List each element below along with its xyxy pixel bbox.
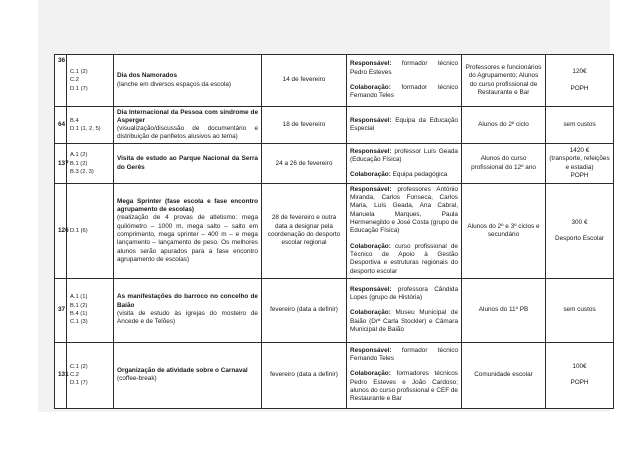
activity-description: (coffee-break) xyxy=(117,375,157,383)
responsible-label: Responsável: xyxy=(350,185,392,193)
cost-line: 300 € xyxy=(571,218,588,226)
activity-title: Dia Internacional da Pessoa com síndrome de Asperger xyxy=(117,108,258,124)
responsible-text: Equipa da Educação Especial xyxy=(350,116,458,133)
collaboration-text: curso profissional de Técnico de Apoio à Gestão Desportiva e estruturas regionais do desporto escolar xyxy=(350,242,458,275)
activity-cell xyxy=(114,342,262,408)
objective-code: B.4 (1) xyxy=(70,311,88,318)
table-row xyxy=(55,144,614,184)
target-audience: Alunos do 2º ciclo xyxy=(462,107,546,144)
objective-codes xyxy=(67,107,114,144)
cost-line: 1420 € xyxy=(569,147,590,155)
activity-title: As manifestações do barroco no concelho de Baião xyxy=(117,293,258,309)
objective-codes xyxy=(67,278,114,342)
cost-cell xyxy=(546,107,614,144)
table-row xyxy=(55,55,614,107)
collaboration-text: formador técnico Fernando Teles xyxy=(350,84,458,100)
cost-line: 100€ xyxy=(572,362,587,370)
collaboration-block xyxy=(350,309,458,334)
collaboration-block xyxy=(350,84,458,101)
activity-plan-table xyxy=(54,54,614,409)
responsible-text: formador técnico Pedro Esteves xyxy=(350,60,458,76)
responsible-cell xyxy=(347,144,462,184)
activity-date: fevereiro (data a definir) xyxy=(262,278,347,342)
activity-description: (realização de 4 provas de atletismo: mega quilómetro – 1000 m, mega salto – salto em comprimento, mega sprinter – 400 m – e mega lançamento – lançamento de peso. Os melhores alunos serão apurados para a fase encontro agrupamento de escolas) xyxy=(117,214,258,263)
responsible-block xyxy=(350,286,458,303)
table-row xyxy=(55,107,614,144)
collaboration-block xyxy=(350,243,458,276)
cost-line: POPH xyxy=(570,84,589,92)
responsible-block xyxy=(350,148,458,165)
responsible-block xyxy=(350,347,458,364)
activity-number: 137 xyxy=(55,144,67,184)
collaboration-text: Equipa pedagógica xyxy=(392,171,448,179)
activity-cell xyxy=(114,55,262,107)
activity-date: fevereiro (data a definir) xyxy=(262,342,347,408)
objective-code: B.1 (2) xyxy=(70,302,88,309)
cost-line: (transporte, refeições e estadia) xyxy=(549,155,610,171)
target-audience: Professores e funcionários do Agrupamento; Alunos do curso profissional de Restaurante e Bar xyxy=(462,55,546,107)
responsible-label: Responsável: xyxy=(350,285,392,293)
table-body xyxy=(55,55,614,409)
activity-title: Organização de atividade sobre o Carnaval xyxy=(117,366,248,374)
objective-code: A.1 (1) xyxy=(70,294,88,301)
objective-code: C.1 (3) xyxy=(70,319,88,326)
objective-code: D.1 (6) xyxy=(70,227,88,234)
activity-date: 24 a 26 de fevereiro xyxy=(262,144,347,184)
responsible-label: Responsável: xyxy=(350,346,392,354)
responsible-text: professor Luís Geada (Educação Física) xyxy=(350,147,458,164)
target-audience: Alunos do 11º PB xyxy=(462,278,546,342)
cost-line: 120€ xyxy=(572,68,587,76)
cost-line: Desporto Escolar xyxy=(554,234,605,242)
target-audience: Alunos do 2º e 3º ciclos e secundário xyxy=(462,184,546,278)
collaboration-text: formadores técnicos Pedro Esteves e João Cardoso; alunos do curso profissional e CEF de Restaurante e Bar xyxy=(350,370,459,403)
activity-cell xyxy=(114,184,262,278)
responsible-cell xyxy=(347,342,462,408)
collaboration-text: Museu Municipal de Baião (Drª Carla Stockler) e Câmara Municipal de Baião xyxy=(350,309,458,334)
table-row xyxy=(55,184,614,278)
cost-line xyxy=(549,227,610,235)
objective-code: B.1 (2) xyxy=(70,160,88,167)
activity-description: (visita de estudo às igrejas do mosteiro de Ancede e de Telões) xyxy=(117,310,258,326)
table-row xyxy=(55,278,614,342)
responsible-block xyxy=(350,186,458,236)
objective-codes xyxy=(67,184,114,278)
table-row xyxy=(55,342,614,408)
objective-codes xyxy=(67,144,114,184)
objective-code: C.1 (2) xyxy=(70,363,88,370)
activity-number: 131 xyxy=(55,342,67,408)
objective-code: C.1 (2) xyxy=(70,68,88,75)
cost-line: POPH xyxy=(570,379,589,387)
responsible-text: professores António Miranda, Carlos Fonseca, Carlos Maria, Luís Geada, Ana Cabral, Manuela Marques, Paula Hermenegildo e José Costa (grupo de Educação Física) xyxy=(350,185,458,235)
activity-cell xyxy=(114,278,262,342)
responsible-label: Responsável: xyxy=(350,147,392,155)
objective-code: C.2 xyxy=(70,77,80,84)
responsible-block xyxy=(350,117,458,134)
target-audience: Alunos do curso profissional do 12º ano xyxy=(462,144,546,184)
objective-code: B.3 (2, 3) xyxy=(70,169,94,175)
objective-code: D.1 (7) xyxy=(70,380,88,387)
cost-line xyxy=(549,77,610,85)
collaboration-block xyxy=(350,171,458,179)
objective-code: B.4 xyxy=(70,117,79,124)
responsible-cell xyxy=(347,184,462,278)
activity-cell xyxy=(114,144,262,184)
activity-description: (lanche em diversos espaços da escola) xyxy=(117,80,232,88)
activity-number: 126 xyxy=(55,184,67,278)
cost-cell xyxy=(546,184,614,278)
collaboration-label: Colaboração: xyxy=(350,370,391,378)
responsible-label: Responsável: xyxy=(350,116,392,124)
cost-cell xyxy=(546,55,614,107)
responsible-label: Responsável: xyxy=(350,60,392,68)
cost-cell xyxy=(546,342,614,408)
cost-cell xyxy=(546,278,614,342)
cost-line: sem custos xyxy=(563,120,596,128)
activity-date: 14 de fevereiro xyxy=(262,55,347,107)
activity-title: Dia dos Namorados xyxy=(117,72,178,80)
cost-line xyxy=(549,371,610,379)
activity-number: 37 xyxy=(55,278,67,342)
collaboration-label: Colaboração: xyxy=(350,171,391,179)
target-audience: Comunidade escolar xyxy=(462,342,546,408)
activity-number: 64 xyxy=(55,107,67,144)
cost-line: sem custos xyxy=(563,305,596,313)
objective-codes xyxy=(67,55,114,107)
responsible-text: formador técnico Fernando Teles xyxy=(350,346,458,362)
collaboration-label: Colaboração: xyxy=(350,242,391,250)
objective-code: D.1 (7) xyxy=(70,85,88,92)
collaboration-label: Colaboração: xyxy=(350,84,391,91)
activity-title: Mega Sprinter (fase escola e fase encontro agrupamento de escolas) xyxy=(117,197,258,213)
activity-description: (visualização/discussão de documentário e distribuição de panfletos alusivos ao tema) xyxy=(117,125,258,141)
responsible-block xyxy=(350,60,458,77)
objective-code: A.1 (2) xyxy=(70,152,88,159)
activity-title: Visita de estudo ao Parque Nacional da Serra do Gerês xyxy=(117,155,258,171)
cost-line: POPH xyxy=(570,172,589,180)
objective-code: D.1 (1, 2, 5) xyxy=(70,126,101,133)
responsible-cell xyxy=(347,278,462,342)
activity-date: 28 de fevereiro e outra data a designar pela coordenação do desporto escolar regional xyxy=(262,184,347,278)
responsible-cell xyxy=(347,55,462,107)
activity-number: 36 xyxy=(55,55,67,107)
activity-cell xyxy=(114,107,262,144)
collaboration-block xyxy=(350,370,458,403)
responsible-text: professora Cândida Lopes (grupo de História) xyxy=(350,285,458,302)
objective-code: C.2 xyxy=(70,371,80,378)
responsible-cell xyxy=(347,107,462,144)
cost-cell xyxy=(546,144,614,184)
objective-codes xyxy=(67,342,114,408)
activity-date: 18 de fevereiro xyxy=(262,107,347,144)
collaboration-label: Colaboração: xyxy=(350,309,391,317)
